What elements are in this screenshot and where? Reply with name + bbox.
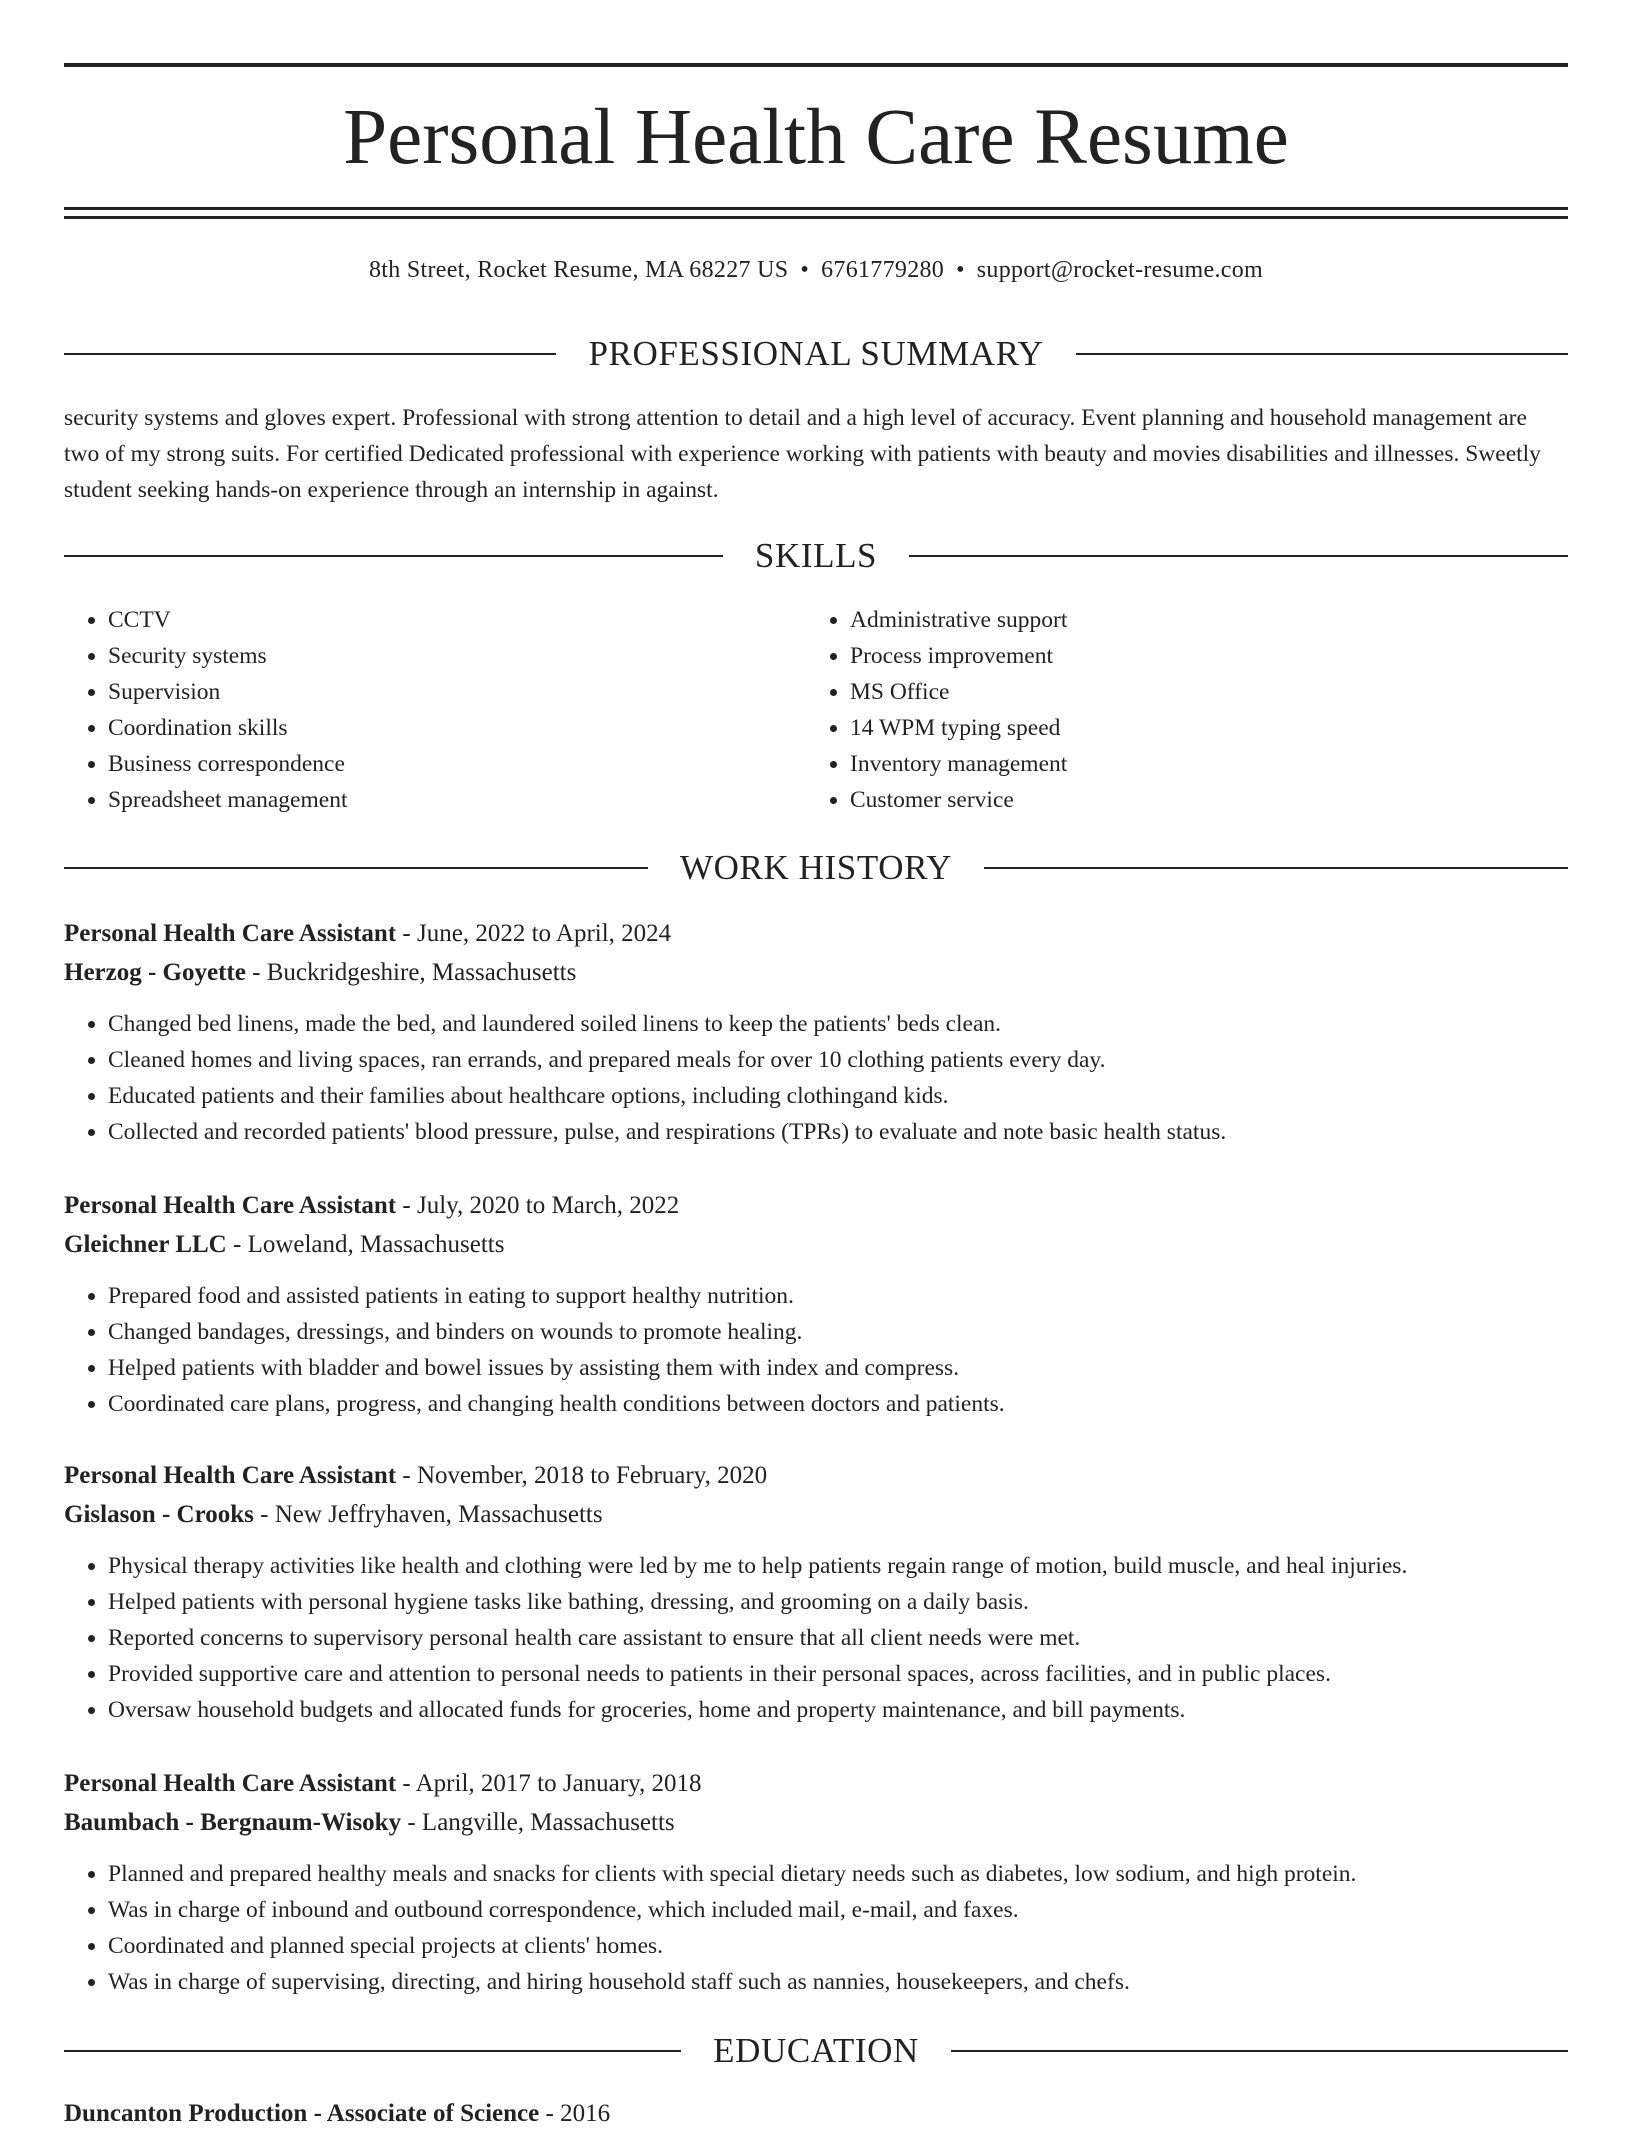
job-company: Baumbach - Bergnaum-Wisoky (64, 1809, 402, 1836)
job-duties (64, 1856, 1568, 2000)
duty-item: • Provided supportive care and attention to personal needs to patients in their personal spaces, across facilities, and in public places. (108, 1656, 1568, 1692)
skill-item: • Inventory management (850, 746, 1548, 782)
job-title-line (64, 1764, 1568, 1803)
title-double-rule (64, 207, 1568, 219)
duty-item: • Helped patients with bladder and bowel issues by assisting them with index and compress. (108, 1350, 1568, 1386)
dash: - (396, 1462, 417, 1489)
duty-item: • Changed bed linens, made the bed, and laundered soiled linens to keep the patients' beds clean. (108, 1006, 1568, 1042)
job-location: New Jeffryhaven, Massachusetts (274, 1501, 603, 1528)
summary-text: security systems and gloves expert. Professional with strong attention to detail and a high level of accuracy. Event planning and household management are two of my strong suits. For certified Dedicated professional with experience working with patients with beauty and movies disabilities and illnesses. Sweetly student seeking hands-on experience through an internship in against. (64, 405, 1541, 503)
job-dates: July, 2020 to March, 2022 (417, 1192, 680, 1219)
job-dates: April, 2017 to January, 2018 (415, 1770, 702, 1797)
summary-heading: PROFESSIONAL SUMMARY (588, 334, 1044, 373)
duty-item: • Oversaw household budgets and allocated funds for groceries, home and property maintenance, and bill payments. (108, 1692, 1568, 1728)
job-company: Gislason - Crooks (64, 1501, 254, 1528)
dash: - (226, 1231, 248, 1258)
education-heading: EDUCATION (713, 2031, 919, 2070)
skills-heading: SKILLS (754, 536, 878, 575)
job-entry (64, 1764, 1568, 2000)
dash: - (396, 920, 417, 947)
skills-section-heading (64, 534, 1568, 578)
contact-email[interactable]: support@rocket-resume.com (976, 257, 1263, 283)
duty-item: • Was in charge of supervising, directing, and hiring household staff such as nannies, housekeepers, and chefs. (108, 1964, 1568, 2000)
skill-item: • Administrative support (850, 602, 1548, 638)
skills-column-right (806, 602, 1548, 818)
duty-item: • Planned and prepared healthy meals and snacks for clients with special dietary needs such as diabetes, low sodium, and high protein. (108, 1856, 1568, 1892)
job-company: Herzog - Goyette (64, 959, 246, 986)
resume-title: Personal Health Care Resume (343, 94, 1289, 181)
contact-line (64, 252, 1568, 288)
skill-item: • Security systems (108, 638, 806, 674)
skill-item: • 14 WPM typing speed (850, 710, 1548, 746)
skill-item: • MS Office (850, 674, 1548, 710)
education-section-heading (64, 2029, 1568, 2073)
job-dates: November, 2018 to February, 2020 (417, 1462, 768, 1489)
education-year: 2016 (560, 2100, 611, 2127)
dash: - (396, 1770, 416, 1797)
skill-item: • Supervision (108, 674, 806, 710)
heading-rule (64, 555, 723, 557)
job-title: Personal Health Care Assistant (64, 1462, 397, 1489)
heading-rule (1076, 353, 1568, 355)
duty-item: • Helped patients with personal hygiene tasks like bathing, dressing, and grooming on a daily basis. (108, 1584, 1568, 1620)
job-location: Buckridgeshire, Massachusetts (266, 959, 577, 986)
contact-separator: • (800, 257, 810, 283)
dash: - (253, 1501, 275, 1528)
education-entry (64, 2094, 1568, 2133)
contact-separator: • (956, 257, 965, 283)
heading-rule (984, 867, 1568, 869)
job-company-line (64, 1803, 1568, 1842)
work-heading: WORK HISTORY (680, 848, 952, 887)
duty-item: • Coordinated care plans, progress, and changing health conditions between doctors and patients. (108, 1386, 1568, 1422)
summary-section-heading (64, 332, 1568, 376)
job-duties (64, 1006, 1568, 1150)
job-duties (64, 1278, 1568, 1422)
contact-phone[interactable]: 6761779280 (821, 257, 945, 283)
skill-item: • Coordination skills (108, 710, 806, 746)
contact-address: 8th Street, Rocket Resume, MA 68227 US (369, 257, 789, 283)
job-entry (64, 914, 1568, 1150)
job-company-line (64, 1225, 1568, 1264)
skills-list (64, 602, 1568, 818)
job-company-line (64, 1495, 1568, 1534)
duty-item: • Prepared food and assisted patients in eating to support healthy nutrition. (108, 1278, 1568, 1314)
skill-item: • CCTV (108, 602, 806, 638)
dash: - (401, 1809, 422, 1836)
heading-rule (64, 2050, 681, 2052)
work-section-heading (64, 846, 1568, 890)
dash: - (396, 1192, 417, 1219)
skill-item: • Spreadsheet management (108, 782, 806, 818)
top-rule (64, 63, 1568, 67)
dash: - (539, 2100, 561, 2127)
skill-item: • Process improvement (850, 638, 1548, 674)
heading-rule (64, 353, 556, 355)
job-duties (64, 1548, 1568, 1728)
duty-item: • Reported concerns to supervisory personal health care assistant to ensure that all client needs were met. (108, 1620, 1568, 1656)
heading-rule (909, 555, 1568, 557)
job-title-line (64, 914, 1568, 953)
duty-item: • Educated patients and their families about healthcare options, including clothingand kids. (108, 1078, 1568, 1114)
job-entry (64, 1186, 1568, 1422)
job-title: Personal Health Care Assistant (64, 920, 397, 947)
skills-column-left (64, 602, 806, 818)
duty-item: • Cleaned homes and living spaces, ran errands, and prepared meals for over 10 clothing patients every day. (108, 1042, 1568, 1078)
duty-item: • Was in charge of inbound and outbound correspondence, which included mail, e-mail, and faxes. (108, 1892, 1568, 1928)
duty-item: • Collected and recorded patients' blood pressure, pulse, and respirations (TPRs) to evaluate and note basic health status. (108, 1114, 1568, 1150)
job-title: Personal Health Care Assistant (64, 1192, 397, 1219)
job-dates: June, 2022 to April, 2024 (417, 920, 672, 947)
heading-rule (951, 2050, 1568, 2052)
skill-item: • Customer service (850, 782, 1548, 818)
job-title-line (64, 1456, 1568, 1495)
job-company-line (64, 953, 1568, 992)
job-title: Personal Health Care Assistant (64, 1770, 397, 1797)
job-company: Gleichner LLC (64, 1231, 227, 1258)
job-title-line (64, 1186, 1568, 1225)
dash: - (245, 959, 267, 986)
job-location: Loweland, Massachusetts (247, 1231, 505, 1258)
duty-item: • Coordinated and planned special projects at clients' homes. (108, 1928, 1568, 1964)
job-entry (64, 1456, 1568, 1728)
skill-item: • Business correspondence (108, 746, 806, 782)
education-degree: Duncanton Production - Associate of Science (64, 2100, 540, 2127)
job-location: Langville, Massachusetts (421, 1809, 675, 1836)
heading-rule (64, 867, 648, 869)
duty-item: • Changed bandages, dressings, and binders on wounds to promote healing. (108, 1314, 1568, 1350)
duty-item: • Physical therapy activities like health and clothing were led by me to help patients regain range of motion, build muscle, and heal injuries. (108, 1548, 1568, 1584)
